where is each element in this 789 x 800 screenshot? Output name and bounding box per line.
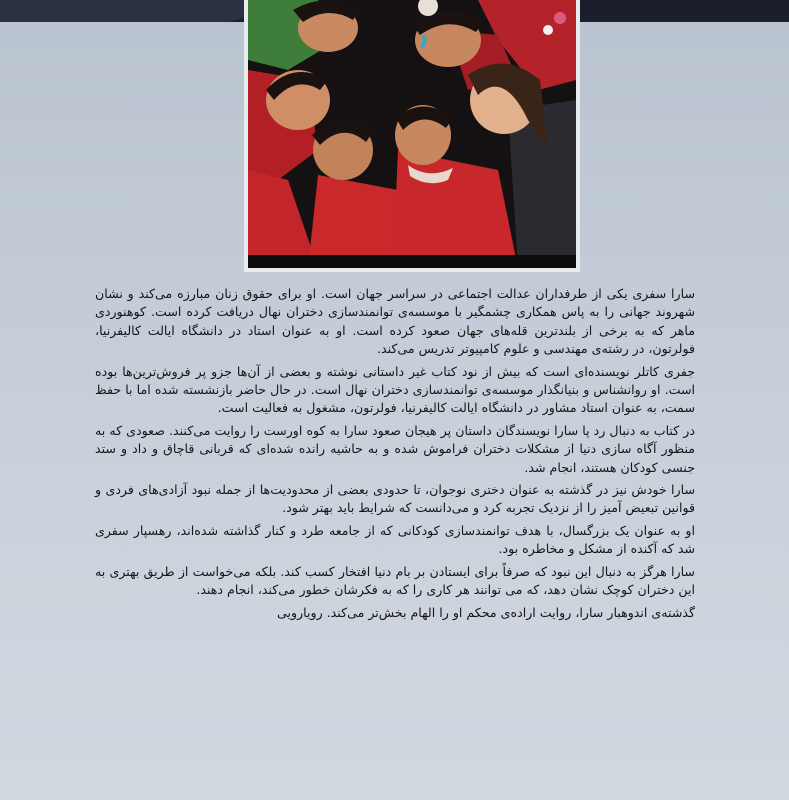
cover-photo-frame: [244, 0, 580, 272]
cover-photo-illustration: [248, 0, 576, 268]
author-bio-text: [95, 285, 695, 626]
paragraph-sara-youth: سارا خودش نیز در گذشته به عنوان دختری نوجوان، تا حدودی بعضی از محدودیت‌ها از جمله نبود آزادی‌های فردی و قوانین تبعیض آمیز را از نزدیک تجربه کرد و می‌دانست که شرایط باید بهتر شود.: [95, 482, 695, 516]
paragraph-book-summary: در کتاب به دنبال رد پا سارا نویسندگان داستان پر هیجان صعود سارا به کوه اورست را روایت می‌کنند. صعودی که به منظور آگاه سازی دنیا از مشکلات دختران فراموش شده و به حاشیه رانده شده‌ای که قربانی قاچاق و داد و ستد جنسی کودکان هستند، انجام شد.: [95, 422, 695, 475]
paragraph-sara-adult: او به عنوان یک بزرگسال، با هدف توانمندسازی کودکانی که از جامعه طرد و کنار گذاشته شده‌اند، رهسپار سفری شد که آکنده از مشکل و مخاطره بود.: [95, 522, 695, 557]
top-band-left: [0, 0, 250, 22]
cover-photo-girls-circle: [248, 0, 576, 268]
paragraph-jeffrey-bio: جفری کاتلر نویسنده‌ای است که بیش از نود کتاب غیر داستانی نوشته و بعضی از آن‌ها جزو پر فروش‌ترین‌ها بوده است. او روانشناس و بنیانگذار موسسه‌ی توانمندسازی دختران نهال است. در حال حاضر بازنشسته شده اما با حفظ سمت، به عنوان استاد مشاور در دانشگاه ایالت کالیفرنیا، فولرتون، مشغول به فعالیت است.: [95, 363, 695, 416]
paragraph-sara-goal: سارا هرگز به دنبال این نبود که صرفاً برای ایستادن بر بام دنیا افتخار کسب کند. بلکه می‌خواست از طریق بهتری به این دختران کوچک نشان دهد، که می توانند هر کاری را که به فکرشان خطور می‌کند، انجام دهند.: [95, 563, 695, 598]
paragraph-sara-bio: سارا سفری یکی از طرفداران عدالت اجتماعی در سراسر جهان است. او برای حقوق زنان مبارزه می‌کند و نشان شهروند جهانی را به پاس همکاری چشمگیر با موسسه‌ی توانمندسازی دختران نهال دریافت کرده است. کوهنوردی ماهر که به برخی از بلندترین قله‌های جهان صعود کرده است. او به عنوان استاد در دانشگاه ایالت کالیفرنیا، فولرتون، در رشته‌ی مهندسی و علوم کامپیوتر تدریس می‌کند.: [95, 286, 695, 357]
top-band-right: [574, 0, 789, 20]
paragraph-closing: گذشته‌ی اندوهبار سارا، روایت اراده‌ی محکم او را الهام بخش‌تر می‌کند. رویارویی: [277, 604, 695, 620]
